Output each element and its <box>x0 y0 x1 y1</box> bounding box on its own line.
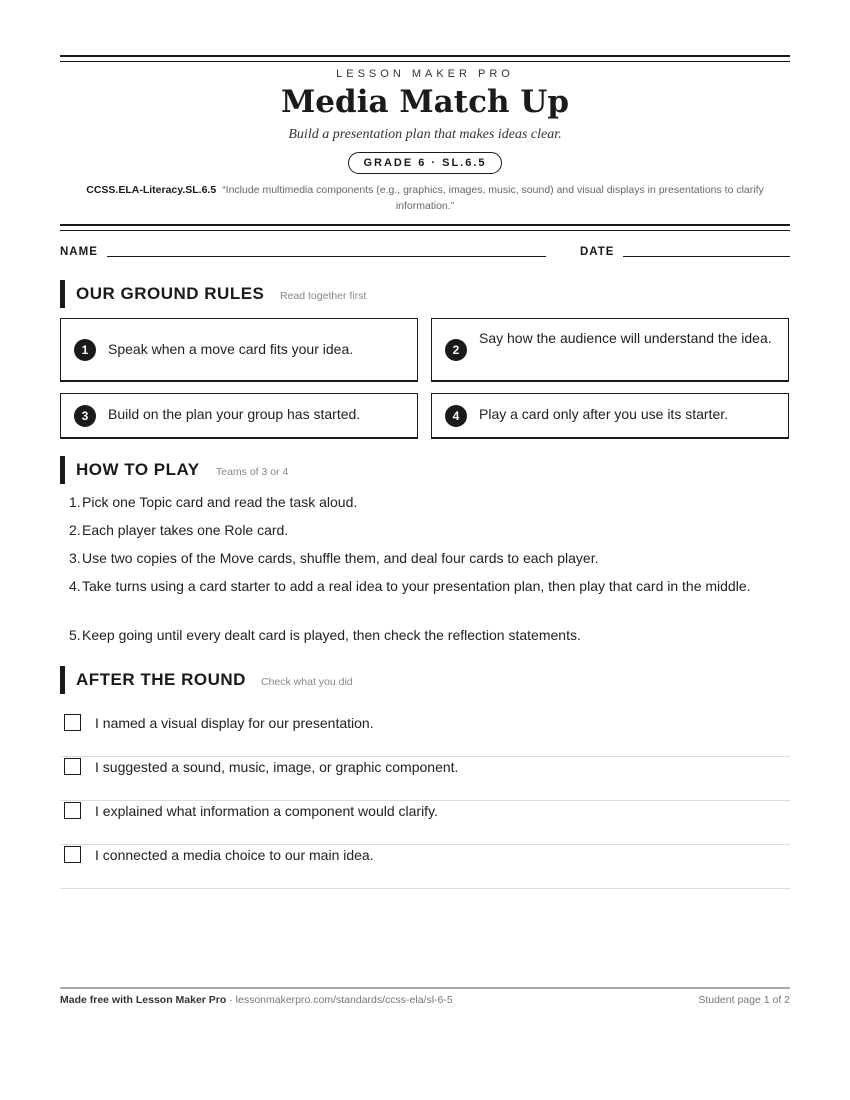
name-field[interactable] <box>107 256 546 257</box>
ground-rules-heading: OUR GROUND RULES <box>76 284 265 303</box>
ground-rule-text: Play a card only after you use its starter. <box>479 406 729 422</box>
grade-badge: GRADE 6 · SL.6.5 <box>348 152 501 174</box>
footer-url[interactable]: · lessonmakerpro.com/standards/ccss-ela/sl-6-5 <box>226 994 453 1006</box>
checklist-item <box>60 756 790 801</box>
date-label: DATE <box>580 246 615 258</box>
ground-rules-section <box>60 280 790 308</box>
checklist-text: I named a visual display for our presentation. <box>95 715 374 731</box>
footer-rule <box>60 987 790 989</box>
checklist-item <box>60 712 790 757</box>
checkbox[interactable] <box>64 758 81 775</box>
number-badge: 1 <box>74 339 96 361</box>
section-marker <box>60 666 65 694</box>
ground-rule-card <box>60 318 418 382</box>
how-to-play-note: Teams of 3 or 4 <box>216 466 289 478</box>
name-label: NAME <box>60 246 98 258</box>
standard-code: CCSS.ELA-Literacy.SL.6.5 <box>86 184 217 196</box>
ground-rule-text: Say how the audience will understand the idea. <box>479 330 772 346</box>
footer-made-with: Made free with Lesson Maker Pro <box>60 994 227 1006</box>
standard-text: “Include multimedia components (e.g., graphics, images, music, sound) and visual displays in presentations to clarify information.” <box>222 184 764 212</box>
grade-badge-wrap <box>60 152 790 174</box>
section-marker <box>60 456 65 484</box>
step-number: 2. <box>69 522 81 538</box>
checklist-item <box>60 844 790 889</box>
step-text: Use two copies of the Move cards, shuffle them, and deal four cards to each player. <box>82 550 599 566</box>
date-field[interactable] <box>623 256 790 257</box>
after-round-heading: AFTER THE ROUND <box>76 670 246 689</box>
page-title: Media Match Up <box>280 84 569 120</box>
number-badge: 3 <box>74 405 96 427</box>
page-indicator: Student page 1 of 2 <box>698 994 790 1006</box>
checklist-item <box>60 800 790 845</box>
checkbox[interactable] <box>64 846 81 863</box>
ground-rule-card <box>431 393 789 439</box>
checkbox[interactable] <box>64 714 81 731</box>
number-badge: 2 <box>445 339 467 361</box>
number-badge: 4 <box>445 405 467 427</box>
ground-rule-card <box>60 393 418 439</box>
checkbox[interactable] <box>64 802 81 819</box>
how-to-play-section <box>60 456 790 484</box>
checklist-text: I explained what information a component would clarify. <box>95 803 438 819</box>
step-text: Each player takes one Role card. <box>82 522 289 538</box>
after-round-section <box>60 666 790 694</box>
ground-rules-note: Read together first <box>280 290 367 302</box>
ground-rule-text: Build on the plan your group has started. <box>108 406 361 422</box>
step-number: 1. <box>69 494 81 510</box>
name-date-bar <box>60 246 790 260</box>
brand-name: LESSON MAKER PRO <box>336 68 514 80</box>
after-round-note: Check what you did <box>261 676 353 688</box>
section-marker <box>60 280 65 308</box>
checklist-text: I suggested a sound, music, image, or graphic component. <box>95 759 459 775</box>
top-rule <box>60 55 790 62</box>
step-number: 5. <box>69 627 81 643</box>
step-number: 3. <box>69 550 81 566</box>
ground-rule-card <box>431 318 789 382</box>
header-bottom-rule <box>60 224 790 231</box>
step-text: Keep going until every dealt card is played, then check the reflection statements. <box>82 627 581 643</box>
ground-rule-text: Speak when a move card fits your idea. <box>108 341 354 357</box>
standard-description <box>60 182 790 214</box>
how-to-play-heading: HOW TO PLAY <box>76 460 200 479</box>
page-subtitle: Build a presentation plan that makes ideas clear. <box>288 127 562 142</box>
step-text: Pick one Topic card and read the task aloud. <box>82 494 358 510</box>
step-text: Take turns using a card starter to add a real idea to your presentation plan, then play that card in the middle. <box>82 578 751 594</box>
checklist-text: I connected a media choice to our main idea. <box>95 847 374 863</box>
footer-credit <box>60 994 453 1006</box>
step-number: 4. <box>69 578 81 594</box>
